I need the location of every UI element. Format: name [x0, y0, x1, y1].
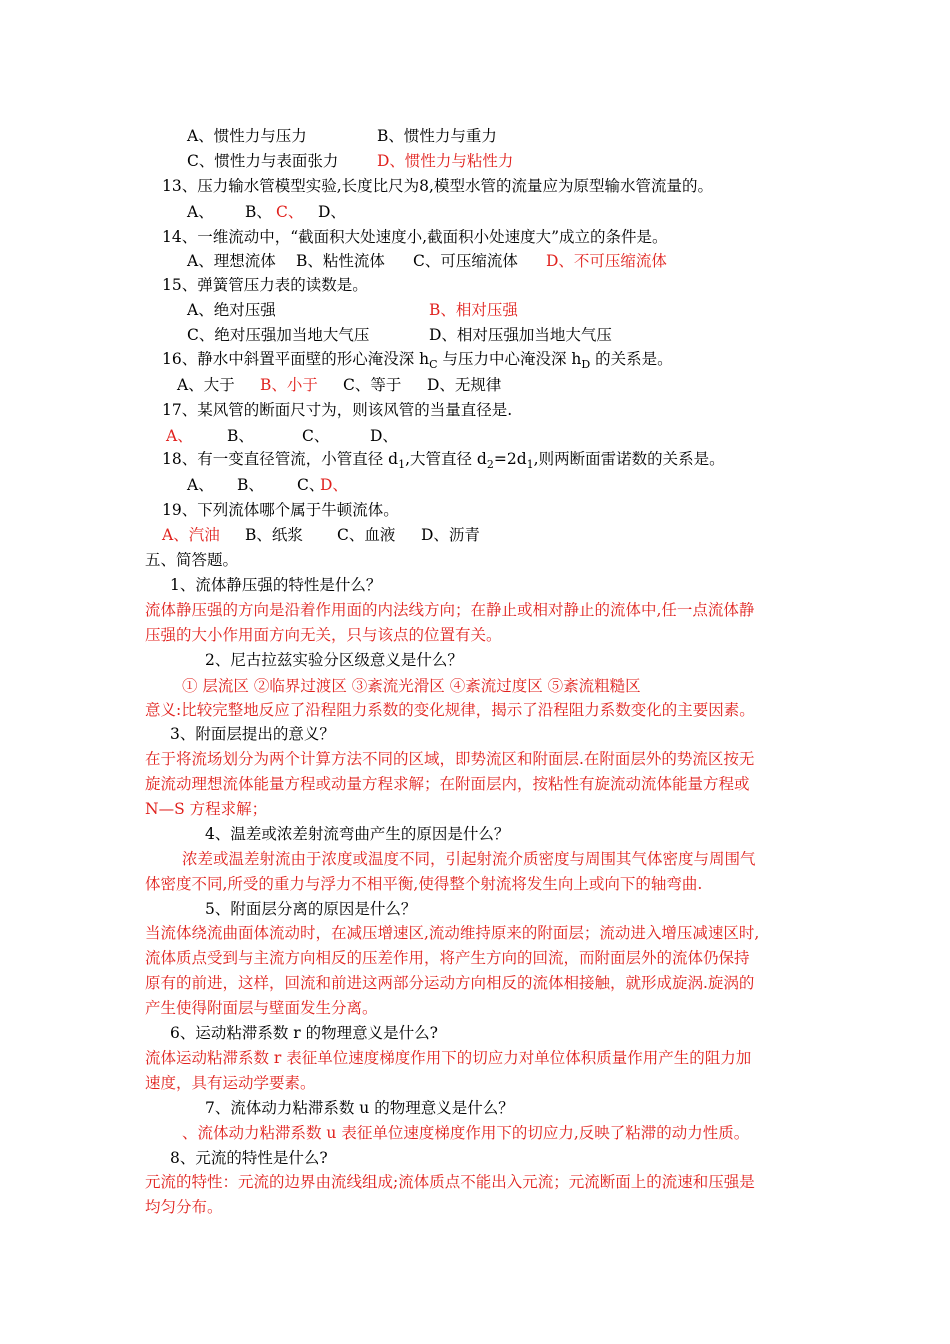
q18-subscript-1: 1	[398, 458, 406, 471]
q17-option-a-answer: A、	[166, 427, 193, 445]
q16-option-c: C、等于	[343, 376, 402, 394]
q14-option-d-answer: D、不可压缩流体	[546, 252, 667, 270]
sa-q2-answer-line: ① 层流区 ②临界过渡区 ③紊流光滑区 ④紊流过度区 ⑤紊流粗糙区	[182, 677, 641, 695]
q17-option-d: D、	[370, 427, 398, 445]
sa-q4-answer-line: 浓差或温差射流由于浓度或温度不同，引起射流介质密度与周围其气体密度与周围气	[182, 850, 756, 868]
q15-stem: 15、弹簧管压力表的读数是。	[162, 276, 368, 294]
sa-q3-answer-line: N—S 方程求解；	[145, 800, 268, 818]
sa-q5-answer-line: 当流体绕流曲面体流动时，在减压增速区,流动维持原来的附面层；流动进入增压减速区时,	[145, 924, 760, 942]
q14-stem: 14、一维流动中，“截面积大处速度小,截面积小处速度大”成立的条件是。	[162, 228, 668, 246]
q18-option-b: B、	[237, 476, 264, 494]
q13-stem: 13、压力输水管模型实验,长度比尺为8,模型水管的流量应为原型输水管流量的。	[162, 177, 713, 195]
sa-q3-answer-line: 旋流动理想流体能量方程或动量方程求解；在附面层内，按粘性有旋流动流体能量方程或	[145, 775, 750, 793]
q18-option-c: C、	[297, 476, 325, 494]
q18-option-a: A、	[187, 476, 214, 494]
q17-option-c: C、	[302, 427, 330, 445]
q13-option-d: D、	[318, 203, 346, 221]
sa-q1-answer-line: 流体静压强的方向是沿着作用面的内法线方向；在静止或相对静止的流体中,任一点流体静	[145, 601, 755, 619]
q19-option-a-answer: A、汽油	[162, 526, 220, 544]
section-title: 五、简答题。	[145, 551, 239, 569]
q18-subscript-2: 2	[486, 458, 494, 471]
q19-stem: 19、下列流体哪个属于牛顿流体。	[162, 501, 399, 519]
q19-option-b: B、纸浆	[245, 526, 303, 544]
q16-stem-part-2: 与压力中心淹没深 h	[437, 350, 582, 368]
q16-stem-part-1: 16、静水中斜置平面壁的形心淹没深 h	[162, 350, 430, 368]
sa-q8-answer-line: 元流的特性：元流的边界由流线组成;流体质点不能出入元流；元流断面上的流速和压强是	[145, 1173, 755, 1191]
q18-stem-part-3: =2d	[493, 450, 527, 468]
q16-option-b-answer: B、小于	[260, 376, 318, 394]
q15-option-a: A、绝对压强	[187, 301, 276, 319]
q14-option-c: C、可压缩流体	[413, 252, 518, 270]
q19-option-d: D、沥青	[421, 526, 480, 544]
q13-option-c-answer: C、	[276, 203, 304, 221]
q16-option-a: A、大于	[177, 376, 235, 394]
sa-q6-answer-line: 速度，具有运动学要素。	[145, 1074, 316, 1092]
q16-stem-part-3: 的关系是。	[590, 350, 673, 368]
sa-q5-answer-line: 产生使得附面层与壁面发生分离。	[145, 999, 378, 1017]
q17-option-b: B、	[227, 427, 254, 445]
q14-option-b: B、粘性流体	[296, 252, 385, 270]
q18-stem-part-4: ,则两断面雷诺数的关系是。	[533, 450, 725, 468]
sa-q5-answer-line: 流体质点受到与主流方向相反的压差作用，将产生方向的回流，而附面层外的流体仍保持	[145, 949, 750, 967]
sa-q1-question: 1、流体静压强的特性是什么？	[170, 576, 382, 594]
q13-option-b: B、	[245, 203, 272, 221]
sa-q5-question: 5、附面层分离的原因是什么？	[205, 900, 417, 918]
sa-q1-answer-line: 压强的大小作用面方向无关，只与该点的位置有关。	[145, 626, 502, 644]
sa-q5-answer-line: 原有的前进，这样，回流和前进这两部分运动方向相反的流体相接触，就形成旋涡.旋涡的	[145, 974, 755, 992]
q16-stem	[162, 347, 673, 377]
sa-q2-answer-line: 意义:比较完整地反应了沿程阻力系数的变化规律，揭示了沿程阻力系数变化的主要因素。	[145, 701, 755, 719]
q13-option-a: A、	[187, 203, 214, 221]
q12-option-c: C、惯性力与表面张力	[187, 152, 339, 170]
q12-option-a: A、惯性力与压力	[187, 127, 307, 145]
q12-option-d-answer: D、惯性力与粘性力	[377, 152, 514, 170]
sa-q6-answer-line: 流体运动粘滞系数 r 表征单位速度梯度作用下的切应力对单位体积质量作用产生的阻力加	[145, 1049, 752, 1067]
q19-option-c: C、血液	[337, 526, 396, 544]
q12-option-b: B、惯性力与重力	[377, 127, 497, 145]
q15-option-d: D、相对压强加当地大气压	[429, 326, 612, 344]
sa-q7-question: 7、流体动力粘滞系数 u 的物理意义是什么？	[205, 1099, 514, 1117]
sa-q3-answer-line: 在于将流场划分为两个计算方法不同的区域，即势流区和附面层.在附面层外的势流区按无	[145, 750, 755, 768]
q18-stem-part-1: 18、有一变直径管流，小管直径 d	[162, 450, 399, 468]
q14-option-a: A、理想流体	[187, 252, 276, 270]
q16-subscript-c: C	[429, 358, 438, 371]
sa-q3-question: 3、附面层提出的意义？	[170, 725, 335, 743]
sa-q2-question: 2、尼古拉兹实验分区级意义是什么？	[205, 651, 463, 669]
q17-stem: 17、某风管的断面尺寸为，则该风管的当量直径是.	[162, 401, 513, 419]
q16-subscript-d: D	[581, 358, 591, 371]
sa-q4-question: 4、温差或浓差射流弯曲产生的原因是什么？	[205, 825, 510, 843]
sa-q6-question: 6、运动粘滞系数 r 的物理意义是什么?	[170, 1024, 438, 1042]
sa-q8-question: 8、元流的特性是什么?	[170, 1149, 328, 1167]
q15-option-b-answer: B、相对压强	[429, 301, 518, 319]
q18-option-d-answer: D、	[320, 476, 348, 494]
sa-q7-answer-line: 、流体动力粘滞系数 u 表征单位速度梯度作用下的切应力,反映了粘滞的动力性质。	[182, 1124, 750, 1142]
sa-q8-answer-line: 均匀分布。	[145, 1198, 223, 1216]
sa-q4-answer-line: 体密度不同,所受的重力与浮力不相平衡,使得整个射流将发生向上或向下的轴弯曲.	[145, 875, 703, 893]
q15-option-c: C、绝对压强加当地大气压	[187, 326, 370, 344]
q18-subscript-3: 1	[526, 458, 534, 471]
q16-option-d: D、无规律	[427, 376, 502, 394]
q18-stem-part-2: ,大管直径 d	[405, 450, 487, 468]
